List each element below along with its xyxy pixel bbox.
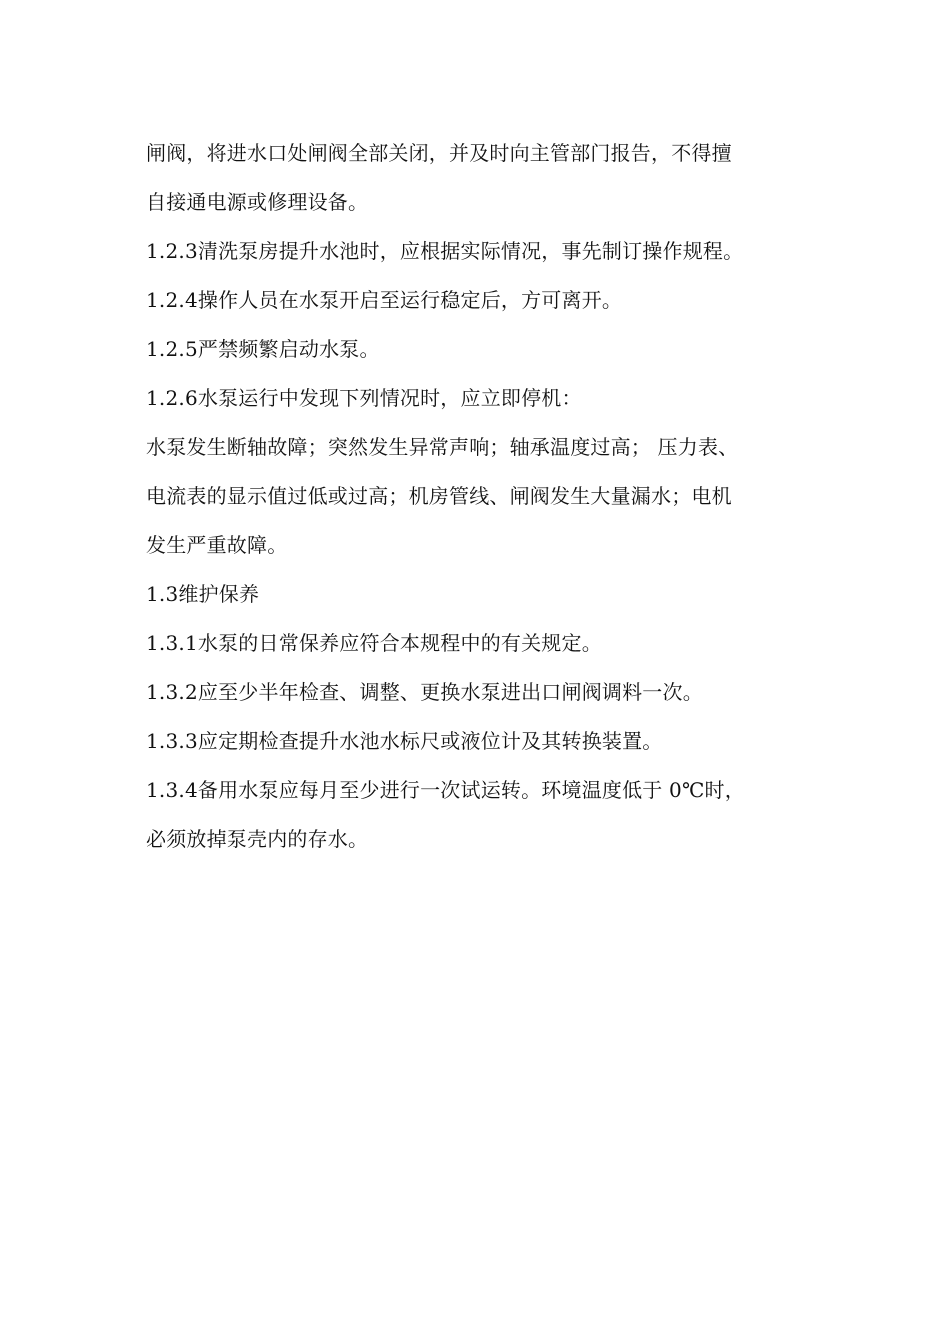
clause-1-3-4-continuation: 必须放掉泵壳内的存水。 — [146, 827, 369, 851]
clause-1-3-1: 1.3.1水泵的日常保养应符合本规程中的有关规定。 — [146, 631, 602, 655]
clause-1-2-3: 1.2.3清洗泵房提升水池时，应根据实际情况，事先制订操作规程。 — [146, 239, 744, 263]
clause-1-3-3: 1.3.3应定期检查提升水池水标尺或液位计及其转换装置。 — [146, 729, 663, 753]
stop-conditions-line-3: 发生严重故障。 — [146, 533, 288, 557]
text-line-continuation: 闸阀，将进水口处闸阀全部关闭，并及时向主管部门报告，不得擅 — [146, 141, 732, 165]
document-body — [146, 134, 806, 869]
clause-1-3-2: 1.3.2应至少半年检查、调整、更换水泵进出口闸阀调料一次。 — [146, 680, 703, 704]
clause-1-3-4: 1.3.4备用水泵应每月至少进行一次试运转。环境温度低于 0℃时， — [146, 778, 745, 802]
clause-1-2-4: 1.2.4操作人员在水泵开启至运行稳定后，方可离开。 — [146, 288, 623, 312]
stop-conditions-line-1: 水泵发生断轴故障；突然发生异常声响；轴承温度过高； 压力表、 — [146, 435, 739, 459]
text-line-continuation-end: 自接通电源或修理设备。 — [146, 190, 369, 214]
clause-1-2-6: 1.2.6水泵运行中发现下列情况时，应立即停机： — [146, 386, 582, 410]
stop-conditions-line-2: 电流表的显示值过低或过高；机房管线、闸阀发生大量漏水；电机 — [146, 484, 732, 508]
section-1-3-heading: 1.3维护保养 — [146, 582, 260, 606]
clause-1-2-5: 1.2.5严禁频繁启动水泵。 — [146, 337, 380, 361]
